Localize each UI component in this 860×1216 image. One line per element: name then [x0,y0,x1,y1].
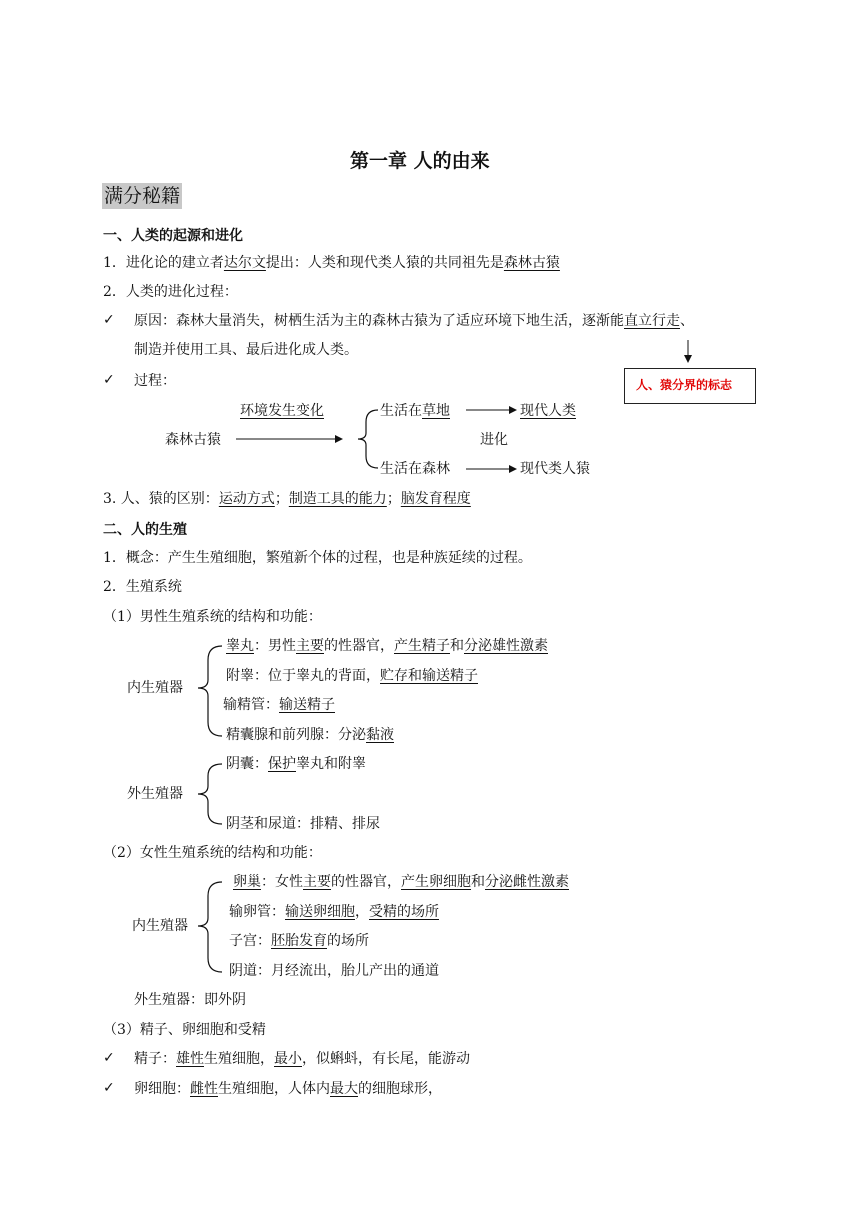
text: 生活在 [380,403,422,419]
line-evolution-process: 2．人类的进化过程： [103,284,238,300]
fertilization-site-term: 受精的场所 [369,904,439,920]
darwin-term: 达尔文 [223,255,266,271]
text: 和 [450,638,464,654]
text: ：男性 [254,638,296,654]
line-concept: 1．概念：产生生殖细胞，繁殖新个体的过程，也是种族延续的过程。 [103,550,532,566]
text: 的性器官， [324,638,394,654]
mucus-term: 黏液 [366,727,394,743]
female-term: 雌性 [190,1081,218,1097]
text: 、 [680,313,694,329]
modern-human-label: 现代人类 [520,403,576,419]
egg-prod-term: 产生卵细胞 [401,874,471,890]
text: 和 [471,874,485,890]
text: ； [386,491,401,507]
male-outer-label: 外生殖器 [127,786,183,802]
grassland-term: 草地 [422,403,450,419]
page-title: 第一章 人的由来 [350,150,490,172]
text: ； [274,491,289,507]
section-heading-origin: 一、人类的起源和进化 [103,228,243,244]
female-inner-label: 内生殖器 [132,918,188,934]
male-inner-label: 内生殖器 [127,680,183,696]
upright-walk-term: 直立行走 [624,313,680,329]
env-change-label: 环境发生变化 [240,403,324,419]
text: 3. 人、猿的区别： [103,491,219,507]
brace-icon [198,882,222,972]
check-icon: ✓ [103,312,115,328]
check-icon: ✓ [103,1050,115,1066]
section-heading-reproduction: 二、人的生殖 [103,522,187,538]
check-icon: ✓ [103,1080,115,1096]
text: 附睾：位于睾丸的背面， [226,668,380,684]
text: 卵细胞： [134,1081,190,1097]
brace-icon [358,410,378,468]
forest-ape-term: 森林古猿 [503,255,560,271]
text: 精囊腺和前列腺：分泌 [226,727,366,743]
origin-label: 森林古猿 [165,432,221,448]
female-title: （2）女性生殖系统的结构和功能： [103,845,322,861]
text: 子宫： [229,933,271,949]
protect-term: 保护 [268,756,296,772]
text: 提出：人类和现代类人猿的共同祖先是 [265,255,504,271]
main-term: 主要 [296,638,324,654]
store-term: 贮存和输送精子 [380,668,478,684]
text: 的性器官， [331,874,401,890]
forest-label: 生活在森林 [380,461,450,477]
penis-line: 阴茎和尿道：排精、排尿 [226,816,380,832]
brace-icon [198,646,222,736]
ovary-term: 卵巢 [233,874,261,890]
text: 生殖细胞，人体内 [218,1081,330,1097]
text: ，似蝌蚪，有长尾，能游动 [302,1051,470,1067]
brace-icon [198,764,222,824]
male-term: 雄性 [176,1051,204,1067]
text: ， [355,904,369,920]
egg-transport-term: 输送卵细胞 [285,904,355,920]
female-outer-line: 外生殖器：即外阴 [134,992,246,1008]
modern-ape-label: 现代类人猿 [520,461,590,477]
text: 的场所 [327,933,369,949]
evolve-label: 进化 [480,432,508,448]
text: ：女性 [261,874,303,890]
text: 精子： [134,1051,176,1067]
section-badge: 满分秘籍 [104,185,181,207]
male-title: （1）男性生殖系统的结构和功能： [103,609,322,625]
line-cause-cont: 制造并使用工具、最后进化成人类。 [134,342,358,358]
transport-term: 输送精子 [279,697,335,713]
cells-title: （3）精子、卵细胞和受精 [103,1022,266,1038]
movement-term: 运动方式 [218,491,275,507]
check-icon: ✓ [103,372,115,388]
smallest-term: 最小 [274,1051,302,1067]
tool-term: 制造工具的能力 [288,491,387,507]
sperm-prod-term: 产生精子 [394,638,450,654]
text: 阴囊： [226,756,268,772]
vagina-line: 阴道：月经流出，胎儿产出的通道 [229,963,439,979]
text: 输精管： [223,697,279,713]
marker-label: 人、猿分界的标志 [636,378,733,392]
text: 原因：森林大量消失，树栖生活为主的森林古猿为了适应环境下地生活，逐渐能 [134,313,624,329]
testis-term: 睾丸 [226,638,254,654]
brain-term: 脑发育程度 [400,491,471,507]
largest-term: 最大 [330,1081,358,1097]
text: 输卵管： [229,904,285,920]
main-term: 主要 [303,874,331,890]
estrogen-term: 分泌雌性激素 [485,874,569,890]
text: 睾丸和附睾 [296,756,366,772]
androgen-term: 分泌雄性激素 [464,638,548,654]
text: 生殖细胞， [204,1051,274,1067]
embryo-term: 胚胎发育 [271,933,327,949]
text: 1．进化论的建立者 [103,255,224,271]
text: 的细胞球形， [358,1081,442,1097]
process-label: 过程： [134,373,176,389]
line-system: 2．生殖系统 [103,579,182,595]
